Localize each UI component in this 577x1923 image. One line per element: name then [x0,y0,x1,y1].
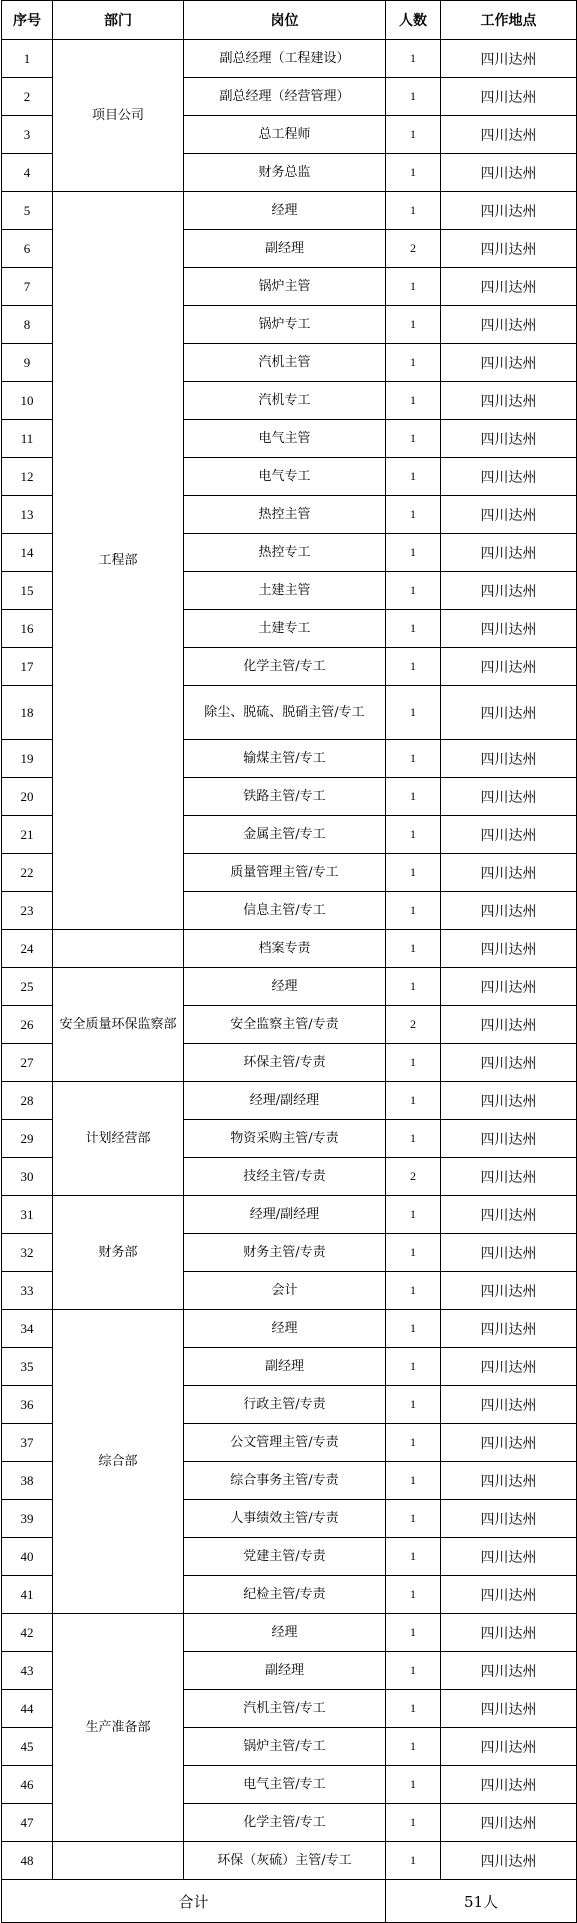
headcount-cell: 1 [386,930,441,968]
location-cell: 四川达州 [441,610,577,648]
headcount-cell: 1 [386,1576,441,1614]
header-count: 人数 [386,1,441,40]
location-cell: 四川达州 [441,1272,577,1310]
position-cell: 经理/副经理 [184,1196,386,1234]
position-cell: 电气专工 [184,458,386,496]
position-cell: 财务总监 [184,154,386,192]
row-number: 43 [2,1652,53,1690]
location-cell: 四川达州 [441,1196,577,1234]
row-number: 23 [2,892,53,930]
headcount-cell: 1 [386,1234,441,1272]
row-number: 16 [2,610,53,648]
position-cell: 副经理 [184,230,386,268]
headcount-cell: 1 [386,1500,441,1538]
position-cell: 经理 [184,1614,386,1652]
headcount-cell: 1 [386,968,441,1006]
position-cell: 热控专工 [184,534,386,572]
row-number: 35 [2,1348,53,1386]
row-number: 5 [2,192,53,230]
headcount-cell: 1 [386,816,441,854]
headcount-cell: 1 [386,1728,441,1766]
headcount-cell: 1 [386,154,441,192]
location-cell: 四川达州 [441,1766,577,1804]
position-cell: 经理 [184,192,386,230]
location-cell: 四川达州 [441,116,577,154]
headcount-cell: 2 [386,1158,441,1196]
location-cell: 四川达州 [441,1804,577,1842]
department-cell: 项目公司 [53,40,184,192]
total-row [2,1880,577,1923]
location-cell: 四川达州 [441,1120,577,1158]
headcount-cell: 1 [386,610,441,648]
headcount-cell: 1 [386,1690,441,1728]
position-cell: 档案专责 [184,930,386,968]
location-cell: 四川达州 [441,1576,577,1614]
row-number: 38 [2,1462,53,1500]
headcount-cell: 1 [386,740,441,778]
headcount-cell: 1 [386,40,441,78]
row-number: 3 [2,116,53,154]
location-cell: 四川达州 [441,816,577,854]
location-cell: 四川达州 [441,420,577,458]
position-cell: 信息主管/专工 [184,892,386,930]
table-body [2,40,577,1880]
row-number: 47 [2,1804,53,1842]
row-number: 2 [2,78,53,116]
row-number: 24 [2,930,53,968]
department-cell: 财务部 [53,1196,184,1310]
position-cell: 技经主管/专责 [184,1158,386,1196]
row-number: 40 [2,1538,53,1576]
location-cell: 四川达州 [441,40,577,78]
location-cell: 四川达州 [441,1538,577,1576]
row-number: 31 [2,1196,53,1234]
headcount-cell: 1 [386,854,441,892]
department-cell [53,1842,184,1880]
position-cell: 除尘、脱硫、脱硝主管/专工 [184,686,386,740]
position-cell: 化学主管/专工 [184,1804,386,1842]
headcount-cell: 1 [386,1462,441,1500]
position-cell: 行政主管/专责 [184,1386,386,1424]
header-dept: 部门 [53,1,184,40]
headcount-cell: 1 [386,1120,441,1158]
position-cell: 环保（灰硫）主管/专工 [184,1842,386,1880]
position-cell: 副总经理（经营管理） [184,78,386,116]
headcount-cell: 1 [386,420,441,458]
position-cell: 汽机主管/专工 [184,1690,386,1728]
total-label: 合计 [2,1880,386,1923]
location-cell: 四川达州 [441,78,577,116]
document-page [1,0,576,1923]
location-cell: 四川达州 [441,268,577,306]
table-row [2,1310,577,1348]
position-cell: 质量管理主管/专工 [184,854,386,892]
department-cell [53,930,184,968]
position-cell: 副总经理（工程建设） [184,40,386,78]
location-cell: 四川达州 [441,572,577,610]
table-row [2,40,577,78]
location-cell: 四川达州 [441,230,577,268]
row-number: 33 [2,1272,53,1310]
location-cell: 四川达州 [441,306,577,344]
department-cell: 综合部 [53,1310,184,1614]
row-number: 46 [2,1766,53,1804]
location-cell: 四川达州 [441,1310,577,1348]
location-cell: 四川达州 [441,930,577,968]
department-cell: 工程部 [53,192,184,930]
row-number: 4 [2,154,53,192]
table-row [2,968,577,1006]
headcount-cell: 1 [386,382,441,420]
row-number: 15 [2,572,53,610]
position-cell: 副经理 [184,1652,386,1690]
headcount-cell: 1 [386,1424,441,1462]
row-number: 45 [2,1728,53,1766]
row-number: 18 [2,686,53,740]
row-number: 42 [2,1614,53,1652]
position-cell: 总工程师 [184,116,386,154]
position-cell: 副经理 [184,1348,386,1386]
position-cell: 综合事务主管/专责 [184,1462,386,1500]
headcount-cell: 1 [386,1386,441,1424]
row-number: 11 [2,420,53,458]
position-cell: 电气主管 [184,420,386,458]
position-cell: 锅炉主管 [184,268,386,306]
headcount-cell: 2 [386,1006,441,1044]
headcount-cell: 1 [386,1538,441,1576]
table-row [2,1614,577,1652]
location-cell: 四川达州 [441,1424,577,1462]
location-cell: 四川达州 [441,1728,577,1766]
row-number: 30 [2,1158,53,1196]
location-cell: 四川达州 [441,1690,577,1728]
table-row [2,930,577,968]
location-cell: 四川达州 [441,740,577,778]
row-number: 34 [2,1310,53,1348]
row-number: 41 [2,1576,53,1614]
row-number: 28 [2,1082,53,1120]
headcount-cell: 1 [386,344,441,382]
location-cell: 四川达州 [441,1500,577,1538]
header-position: 岗位 [184,1,386,40]
position-cell: 化学主管/专工 [184,648,386,686]
location-cell: 四川达州 [441,1386,577,1424]
headcount-cell: 1 [386,1614,441,1652]
headcount-cell: 1 [386,1652,441,1690]
headcount-cell: 1 [386,306,441,344]
headcount-cell: 1 [386,1082,441,1120]
headcount-cell: 1 [386,268,441,306]
location-cell: 四川达州 [441,1234,577,1272]
headcount-cell: 1 [386,1804,441,1842]
staffing-table [1,0,577,1923]
headcount-cell: 1 [386,1044,441,1082]
header-location: 工作地点 [441,1,577,40]
row-number: 32 [2,1234,53,1272]
location-cell: 四川达州 [441,382,577,420]
position-cell: 人事绩效主管/专责 [184,1500,386,1538]
position-cell: 电气主管/专工 [184,1766,386,1804]
headcount-cell: 1 [386,192,441,230]
position-cell: 金属主管/专工 [184,816,386,854]
headcount-cell: 1 [386,1310,441,1348]
department-cell: 生产准备部 [53,1614,184,1842]
location-cell: 四川达州 [441,344,577,382]
position-cell: 土建主管 [184,572,386,610]
position-cell: 锅炉主管/专工 [184,1728,386,1766]
row-number: 17 [2,648,53,686]
row-number: 8 [2,306,53,344]
location-cell: 四川达州 [441,1006,577,1044]
table-row [2,1196,577,1234]
location-cell: 四川达州 [441,778,577,816]
position-cell: 财务主管/专责 [184,1234,386,1272]
header-no: 序号 [2,1,53,40]
row-number: 29 [2,1120,53,1158]
row-number: 22 [2,854,53,892]
headcount-cell: 1 [386,572,441,610]
position-cell: 环保主管/专责 [184,1044,386,1082]
row-number: 10 [2,382,53,420]
headcount-cell: 1 [386,686,441,740]
table-header-row [2,1,577,40]
row-number: 48 [2,1842,53,1880]
department-cell: 计划经营部 [53,1082,184,1196]
headcount-cell: 1 [386,458,441,496]
table-row [2,192,577,230]
location-cell: 四川达州 [441,1842,577,1880]
headcount-cell: 1 [386,116,441,154]
position-cell: 热控主管 [184,496,386,534]
table-row [2,1842,577,1880]
headcount-cell: 1 [386,78,441,116]
row-number: 7 [2,268,53,306]
position-cell: 纪检主管/专责 [184,1576,386,1614]
position-cell: 经理 [184,1310,386,1348]
row-number: 44 [2,1690,53,1728]
row-number: 36 [2,1386,53,1424]
location-cell: 四川达州 [441,1044,577,1082]
row-number: 39 [2,1500,53,1538]
location-cell: 四川达州 [441,854,577,892]
headcount-cell: 1 [386,1348,441,1386]
position-cell: 汽机专工 [184,382,386,420]
location-cell: 四川达州 [441,648,577,686]
headcount-cell: 1 [386,1842,441,1880]
row-number: 20 [2,778,53,816]
row-number: 12 [2,458,53,496]
row-number: 26 [2,1006,53,1044]
location-cell: 四川达州 [441,154,577,192]
location-cell: 四川达州 [441,892,577,930]
location-cell: 四川达州 [441,1082,577,1120]
headcount-cell: 1 [386,648,441,686]
position-cell: 公文管理主管/专责 [184,1424,386,1462]
row-number: 13 [2,496,53,534]
row-number: 14 [2,534,53,572]
location-cell: 四川达州 [441,1462,577,1500]
location-cell: 四川达州 [441,1614,577,1652]
row-number: 9 [2,344,53,382]
headcount-cell: 1 [386,534,441,572]
row-number: 19 [2,740,53,778]
position-cell: 汽机主管 [184,344,386,382]
position-cell: 铁路主管/专工 [184,778,386,816]
headcount-cell: 1 [386,1196,441,1234]
location-cell: 四川达州 [441,534,577,572]
headcount-cell: 1 [386,778,441,816]
position-cell: 锅炉专工 [184,306,386,344]
headcount-cell: 1 [386,1766,441,1804]
row-number: 37 [2,1424,53,1462]
location-cell: 四川达州 [441,686,577,740]
position-cell: 安全监察主管/专责 [184,1006,386,1044]
department-cell: 安全质量环保监察部 [53,968,184,1082]
row-number: 21 [2,816,53,854]
row-number: 25 [2,968,53,1006]
position-cell: 会计 [184,1272,386,1310]
total-count: 51人 [386,1880,577,1923]
position-cell: 党建主管/专责 [184,1538,386,1576]
location-cell: 四川达州 [441,1348,577,1386]
row-number: 6 [2,230,53,268]
headcount-cell: 1 [386,1272,441,1310]
headcount-cell: 1 [386,496,441,534]
position-cell: 土建专工 [184,610,386,648]
table-row [2,1082,577,1120]
position-cell: 物资采购主管/专责 [184,1120,386,1158]
position-cell: 输煤主管/专工 [184,740,386,778]
headcount-cell: 2 [386,230,441,268]
location-cell: 四川达州 [441,458,577,496]
position-cell: 经理 [184,968,386,1006]
headcount-cell: 1 [386,892,441,930]
row-number: 1 [2,40,53,78]
row-number: 27 [2,1044,53,1082]
position-cell: 经理/副经理 [184,1082,386,1120]
location-cell: 四川达州 [441,496,577,534]
location-cell: 四川达州 [441,1652,577,1690]
location-cell: 四川达州 [441,192,577,230]
location-cell: 四川达州 [441,1158,577,1196]
location-cell: 四川达州 [441,968,577,1006]
